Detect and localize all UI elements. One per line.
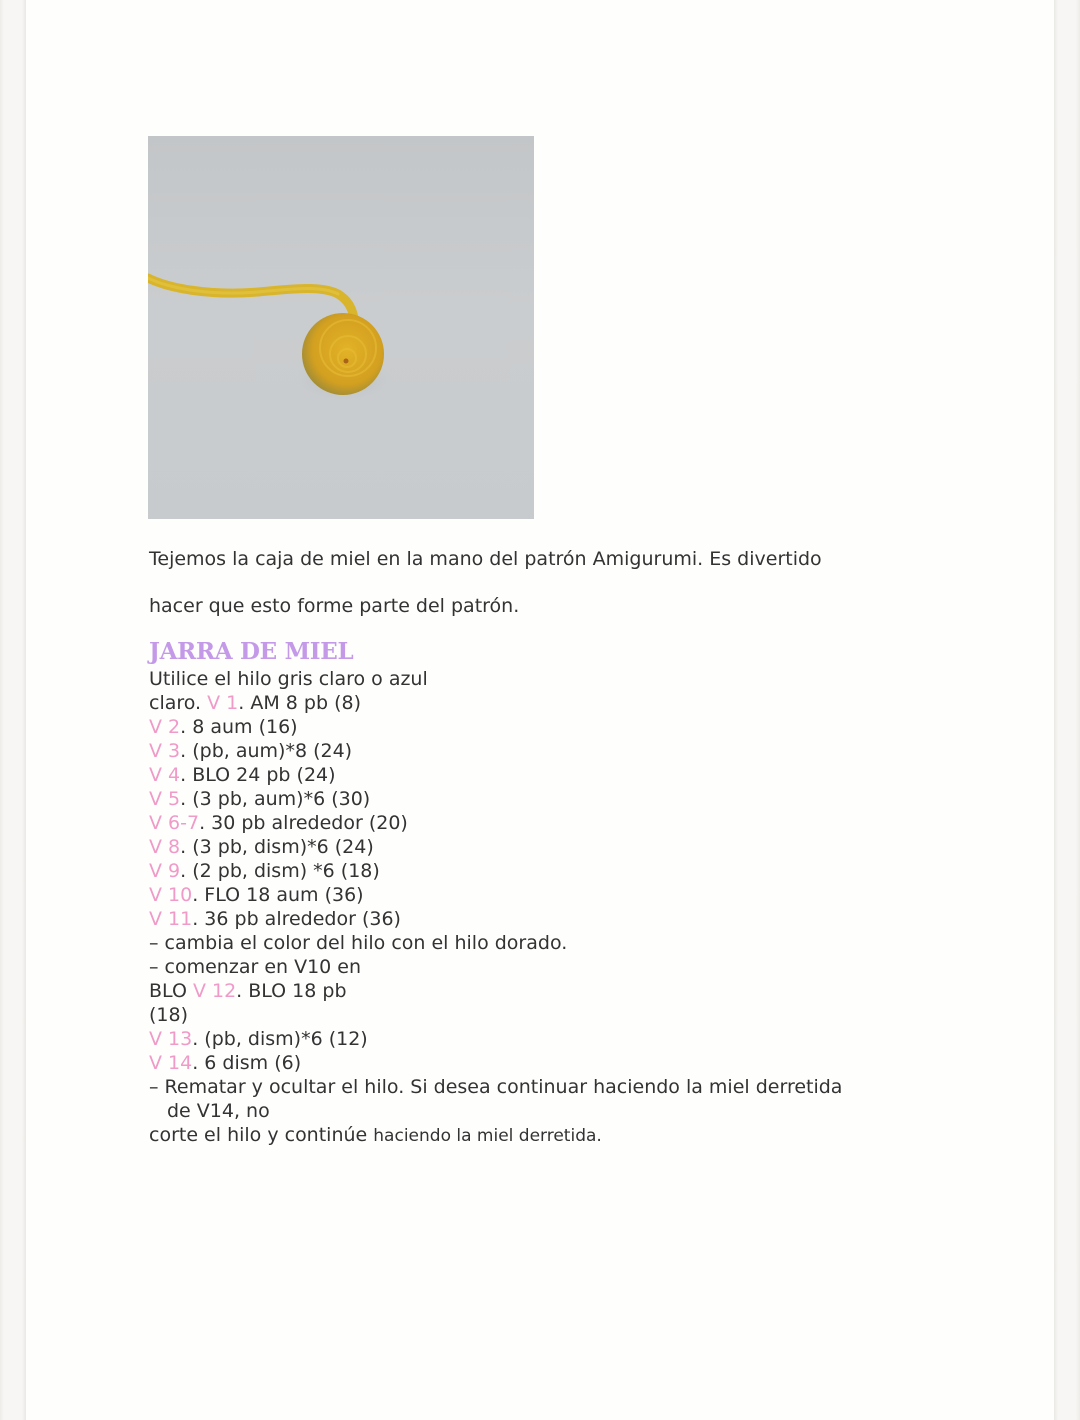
pattern-line: V 2. 8 aum (16): [149, 716, 298, 738]
intro-paragraph: [149, 536, 949, 630]
pattern-line: V 8. (3 pb, dism)*6 (24): [149, 836, 374, 858]
pattern-line: V 10. FLO 18 aum (36): [149, 884, 364, 906]
round-label: V 5: [149, 788, 181, 810]
pattern-line: – comenzar en V10 en: [149, 956, 362, 978]
round-label: V 8: [149, 836, 181, 858]
pattern-line: claro. V 1. AM 8 pb (8): [149, 692, 361, 714]
pattern-line: BLO V 12. BLO 18 pb: [149, 980, 347, 1002]
pattern-line: (18): [149, 1004, 189, 1026]
round-label: V 1: [207, 692, 239, 714]
pattern-instructions: [149, 667, 949, 1148]
pattern-line: V 5. (3 pb, aum)*6 (30): [149, 788, 371, 810]
pattern-line: V 3. (pb, aum)*8 (24): [149, 740, 353, 762]
pattern-line: – cambia el color del hilo con el hilo dorado.: [149, 932, 568, 954]
pattern-line: V 11. 36 pb alrededor (36): [149, 908, 401, 930]
round-label: V 9: [149, 860, 181, 882]
right-margin: [1054, 0, 1080, 1420]
pattern-line: V 4. BLO 24 pb (24): [149, 764, 336, 786]
pattern-line: V 9. (2 pb, dism) *6 (18): [149, 860, 380, 882]
section-title: JARRA DE MIEL: [149, 638, 354, 665]
pattern-line: Utilice el hilo gris claro o azul: [149, 668, 428, 690]
round-label: V 11: [149, 908, 193, 930]
pattern-line: V 6-7. 30 pb alrededor (20): [149, 812, 408, 834]
round-label: V 14: [149, 1052, 193, 1074]
left-margin: [0, 0, 26, 1420]
round-label: V 2: [149, 716, 181, 738]
pattern-line: – Rematar y ocultar el hilo. Si desea continuar haciendo la miel derretida: [149, 1076, 843, 1098]
round-label: V 12: [192, 980, 237, 1002]
round-label: V 13: [149, 1028, 193, 1050]
round-label: V 4: [149, 764, 181, 786]
article-page: [26, 0, 1054, 1420]
round-label: V 3: [149, 740, 181, 762]
pattern-line: V 14. 6 dism (6): [149, 1052, 302, 1074]
pattern-line: V 13. (pb, dism)*6 (12): [149, 1028, 368, 1050]
round-label: V 10: [149, 884, 193, 906]
round-label: V 6-7: [149, 812, 200, 834]
intro-line-2: hacer que esto forme parte del patrón.: [149, 595, 520, 617]
crochet-ball-image: [148, 136, 534, 519]
intro-line-1: Tejemos la caja de miel en la mano del patrón Amigurumi. Es divertido: [149, 548, 822, 570]
article-photo: [148, 136, 534, 519]
pattern-line: corte el hilo y continúe haciendo la miel derretida.: [149, 1124, 602, 1146]
pattern-line: de V14, no: [167, 1100, 270, 1122]
